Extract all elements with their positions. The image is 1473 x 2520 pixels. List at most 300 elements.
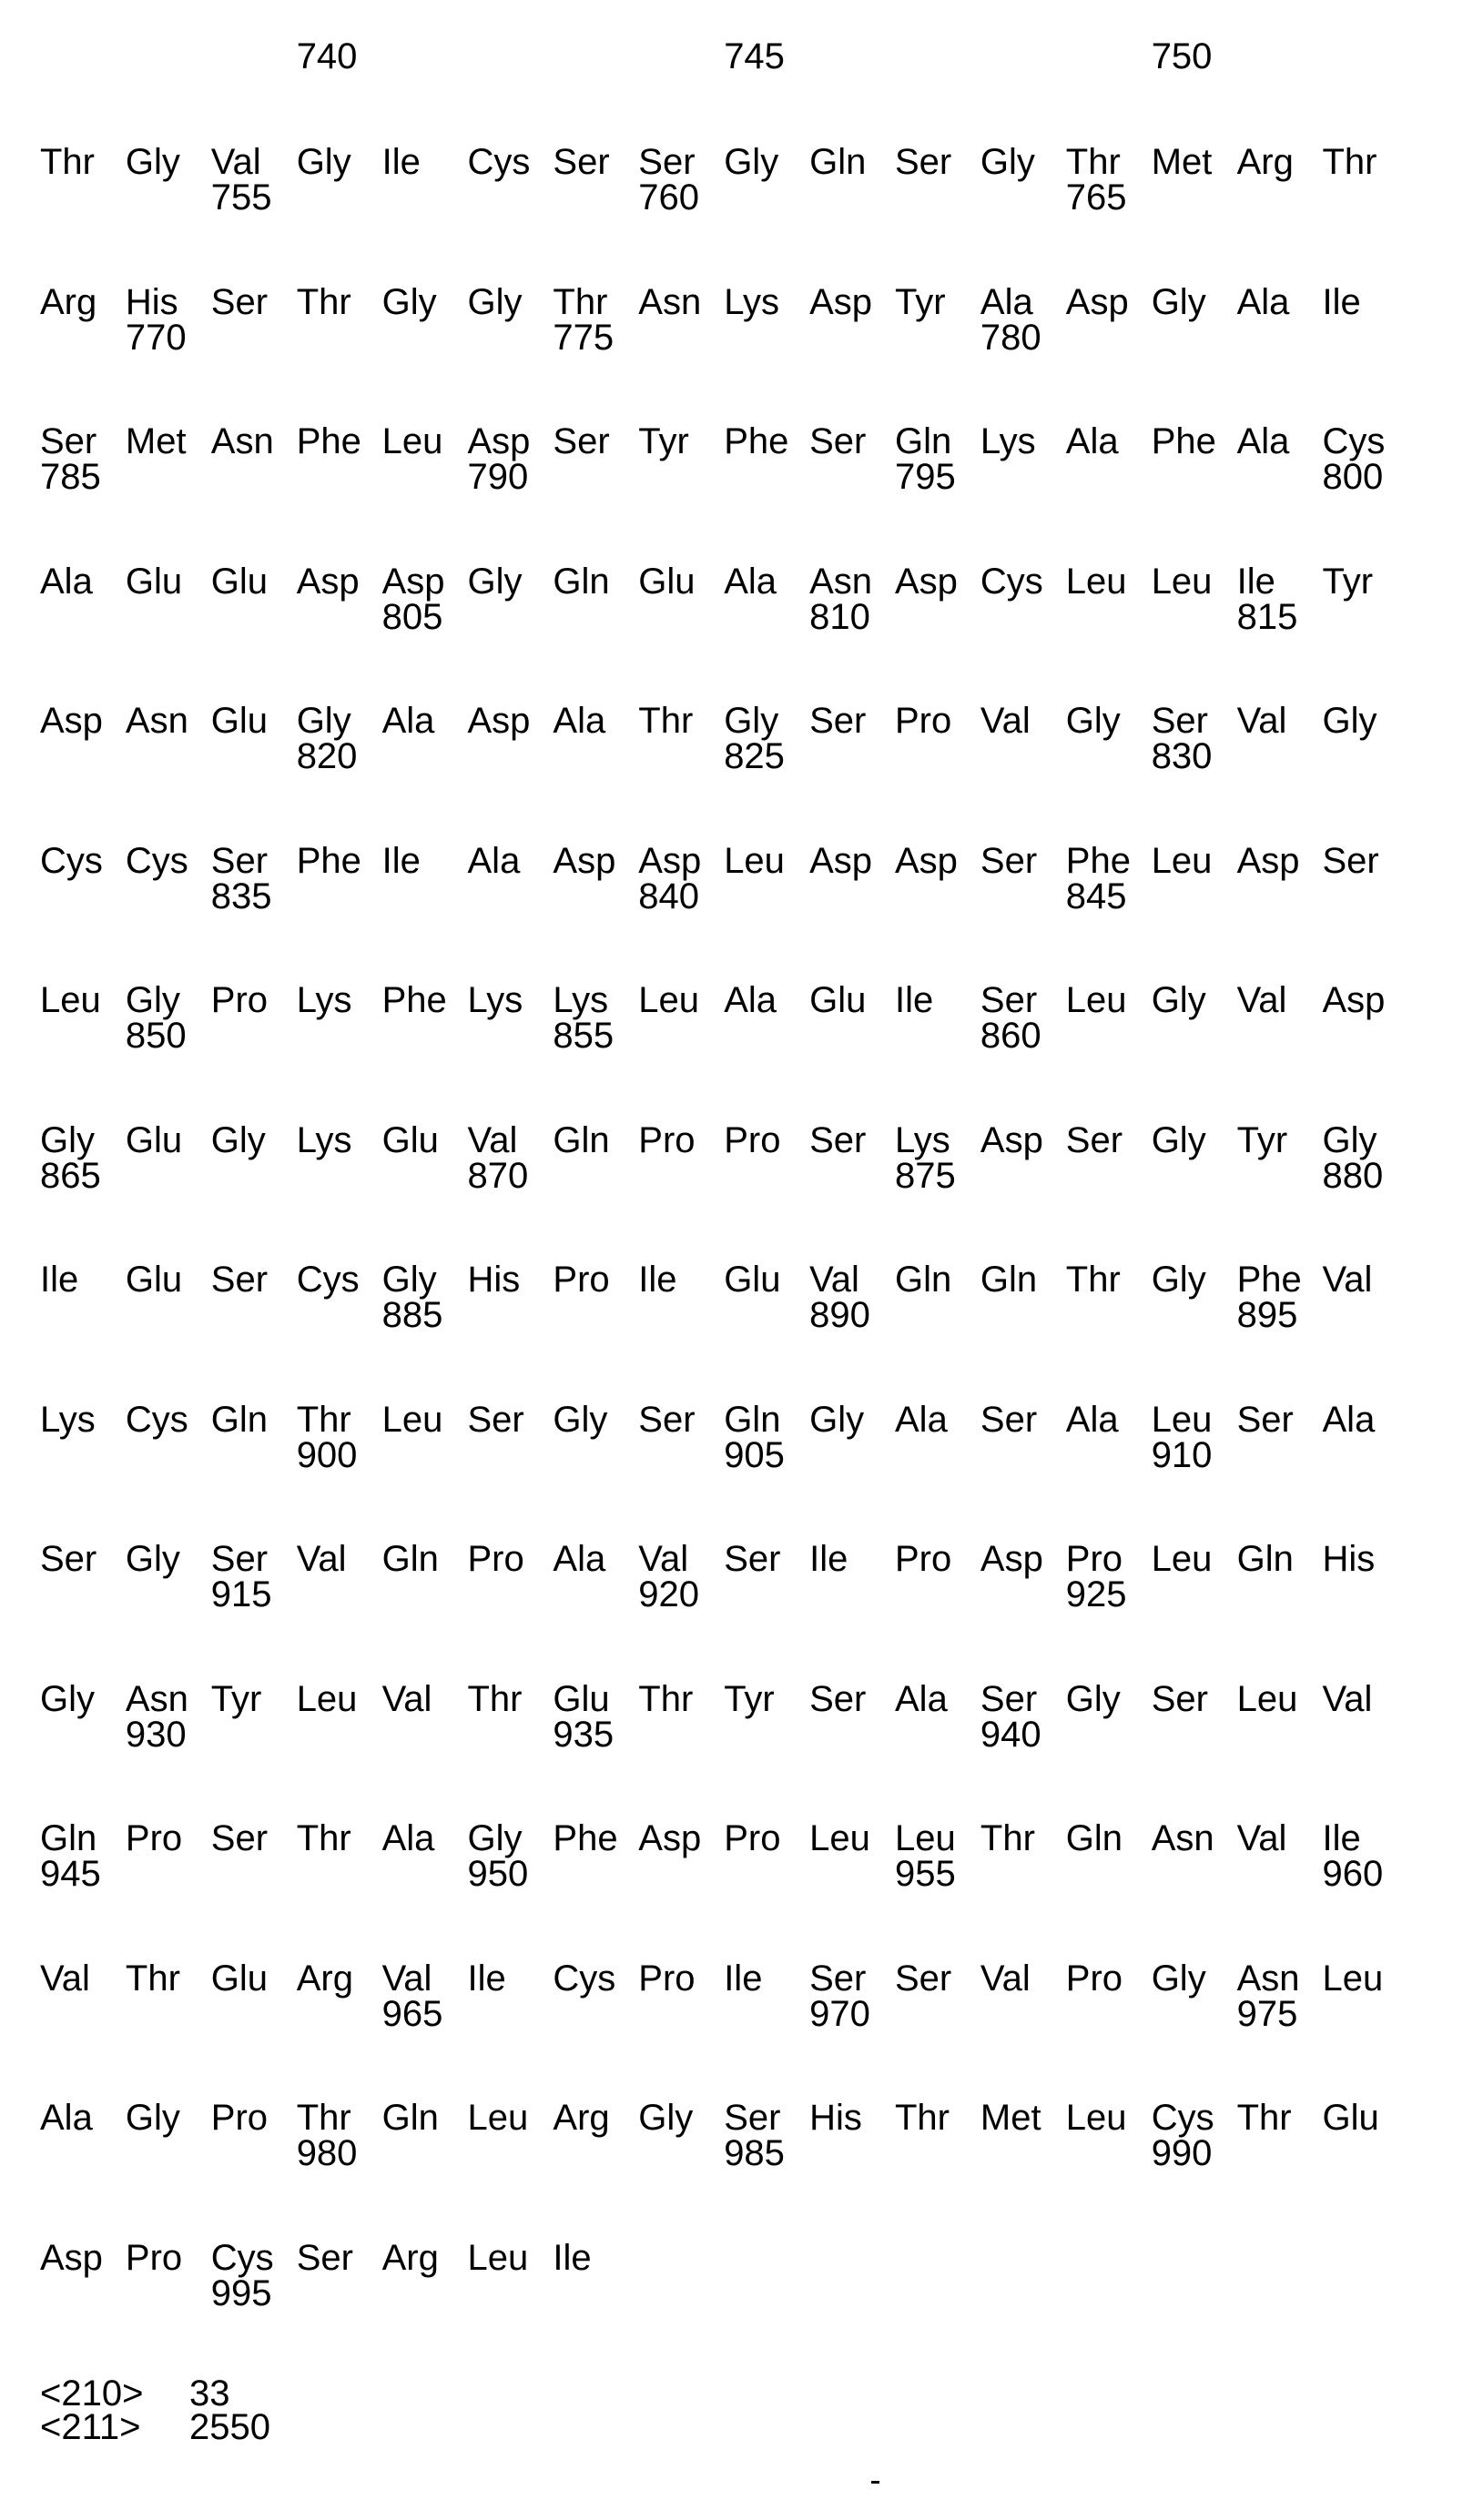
residue: Ser	[210, 1260, 269, 1300]
residue: Pro	[638, 1958, 696, 1999]
residue: Gln	[381, 2098, 439, 2138]
residue: Thr	[1236, 2098, 1292, 2138]
residue: Ala	[724, 561, 777, 602]
residue: Ser	[809, 1678, 867, 1719]
residue: Gln	[553, 561, 610, 602]
residue: Glu	[553, 1678, 610, 1719]
residue: Arg	[1236, 142, 1294, 182]
residue: Gln	[895, 421, 952, 461]
residue: Gly	[40, 1119, 95, 1160]
residue: Asp	[467, 421, 531, 461]
residue: Gly	[467, 561, 523, 602]
residue: Gly	[809, 1399, 865, 1440]
position-number: 850	[125, 1016, 187, 1056]
position-number: 975	[1236, 1993, 1298, 2034]
position-number: 980	[296, 2133, 358, 2173]
residue: Ser	[40, 421, 97, 461]
residue: Lys	[553, 980, 609, 1020]
position-number: 970	[809, 1993, 870, 2034]
seq-id-value: 33	[189, 2373, 230, 2414]
position-number-line	[0, 875, 1473, 920]
residue: Leu	[381, 421, 443, 461]
residue: Leu	[809, 1818, 870, 1858]
residue: Val	[1236, 1818, 1287, 1858]
residue: Asp	[980, 1119, 1043, 1160]
residue: Thr	[296, 1399, 351, 1440]
residue: Ile	[895, 980, 934, 1020]
residue: Thr	[296, 1818, 351, 1858]
seq-length-value: 2550	[189, 2407, 270, 2447]
residue: Phe	[1151, 421, 1216, 461]
residue: Pro	[553, 1260, 610, 1300]
residue: Lys	[296, 980, 352, 1020]
residue: Gly	[467, 1818, 523, 1858]
residue: Val	[638, 1539, 689, 1579]
residue: Ile	[1236, 561, 1275, 602]
residue: Cys	[296, 1260, 360, 1300]
residue: Leu	[1151, 1539, 1213, 1579]
residue: Ser	[980, 980, 1038, 1020]
residue: His	[809, 2098, 862, 2138]
residue: Thr	[40, 142, 95, 182]
residue: Gln	[809, 142, 867, 182]
position-number-line	[0, 596, 1473, 641]
residue: Ser	[210, 1818, 269, 1858]
residue: Ala	[40, 561, 93, 602]
residue: Ser	[980, 1678, 1038, 1719]
position-number-line	[0, 1856, 1473, 1898]
residue: Glu	[210, 701, 269, 741]
residue: Cys	[553, 1958, 616, 1999]
residue: Ser	[638, 1399, 696, 1440]
residue: Thr	[895, 2098, 950, 2138]
position-number: 945	[40, 1854, 101, 1894]
position-number-line	[0, 738, 1473, 780]
residue: Ser	[980, 840, 1038, 881]
residue: Phe	[1065, 840, 1131, 881]
position-number-line	[0, 1297, 1473, 1339]
position-number: 760	[638, 177, 700, 218]
residue: Gly	[980, 142, 1035, 182]
position-number: 745	[724, 36, 785, 76]
residue: Cys	[210, 2237, 274, 2278]
position-number-line	[0, 1993, 1473, 2038]
position-number: 960	[1322, 1854, 1384, 1894]
residue: Ala	[980, 281, 1033, 322]
residue: Asp	[1322, 980, 1386, 1020]
residue: Phe	[381, 980, 447, 1020]
residue: Tyr	[724, 1678, 775, 1719]
position-number: 755	[210, 177, 272, 218]
residue: Thr	[296, 281, 351, 322]
residue: Gln	[210, 1399, 269, 1440]
residue: Val	[381, 1678, 432, 1719]
residue: Gly	[638, 2098, 694, 2138]
residue: Gln	[895, 1260, 952, 1300]
position-number: 935	[553, 1714, 615, 1755]
residue: Thr	[1065, 1260, 1121, 1300]
residue: Val	[381, 1958, 432, 1999]
residue: Ile	[1322, 1818, 1361, 1858]
residue: Ser	[638, 142, 696, 182]
residue: Ser	[809, 1958, 867, 1999]
residue: Asp	[809, 840, 873, 881]
position-number: 825	[724, 736, 785, 776]
residue: Leu	[1322, 1958, 1384, 1999]
residue: Ser	[553, 142, 610, 182]
residue: Pro	[895, 1539, 952, 1579]
position-number: 795	[895, 457, 956, 497]
position-number-line	[0, 2135, 1473, 2177]
residue: Glu	[381, 1119, 439, 1160]
residue: Leu	[895, 1818, 956, 1858]
residue: Pro	[895, 701, 952, 741]
position-number: 880	[1322, 1155, 1384, 1196]
position-number: 800	[1322, 457, 1384, 497]
residue: Ala	[1322, 1399, 1376, 1440]
residue: Ile	[381, 142, 421, 182]
residue: Gly	[40, 1678, 95, 1719]
residue: Ser	[553, 421, 610, 461]
residue: Asp	[895, 561, 958, 602]
residue: Pro	[210, 2098, 269, 2138]
residue: Gly	[1151, 980, 1206, 1020]
residue: Gly	[125, 2098, 180, 2138]
residue: Asp	[895, 840, 958, 881]
residue: Glu	[125, 561, 183, 602]
residue: Lys	[40, 1399, 96, 1440]
position-number-line	[0, 179, 1473, 221]
residue: Ile	[638, 1260, 677, 1300]
position-number: 815	[1236, 596, 1298, 637]
residue: Lys	[895, 1119, 950, 1160]
residue: Thr	[296, 2098, 351, 2138]
residue: Asp	[40, 2237, 103, 2278]
residue: Val	[1236, 701, 1287, 741]
residue: Cys	[1151, 2098, 1214, 2138]
residue: Leu	[1151, 1399, 1213, 1440]
residue: Tyr	[1322, 561, 1374, 602]
residue: Pro	[724, 1818, 781, 1858]
residue: Lys	[980, 421, 1036, 461]
position-number-line	[0, 1017, 1473, 1059]
position-number: 925	[1065, 1574, 1127, 1614]
residue: Asp	[809, 281, 873, 322]
residue: Phe	[724, 421, 789, 461]
residue: Gln	[553, 1119, 610, 1160]
residue: Lys	[296, 1119, 352, 1160]
position-number-line	[0, 1716, 1473, 1758]
residue: Met	[1151, 142, 1213, 182]
residue: Gly	[210, 1119, 266, 1160]
residue: Leu	[381, 1399, 443, 1440]
residue: Ala	[467, 840, 521, 881]
position-number: 905	[724, 1434, 785, 1475]
residue: Asp	[40, 701, 103, 741]
residue: Ser	[1322, 840, 1379, 881]
residue: Cys	[1322, 421, 1386, 461]
position-number: 775	[553, 317, 615, 358]
residue: Leu	[296, 1678, 358, 1719]
residue: Ser	[210, 1539, 269, 1579]
residue: Asp	[381, 561, 445, 602]
residue: Gln	[724, 1399, 781, 1440]
position-number: 895	[1236, 1295, 1298, 1335]
residue: Ala	[1236, 281, 1290, 322]
residue: Pro	[1065, 1958, 1123, 1999]
residue: Thr	[125, 1958, 180, 1999]
position-number: 750	[1151, 36, 1213, 76]
residue: Thr	[553, 281, 608, 322]
residue: Tyr	[1236, 1119, 1288, 1160]
residue: Val	[296, 1539, 347, 1579]
residue: Ile	[553, 2237, 592, 2278]
residue: Cys	[980, 561, 1043, 602]
position-number: 860	[980, 1016, 1041, 1056]
residue: Leu	[1065, 561, 1127, 602]
residue: Pro	[724, 1119, 781, 1160]
residue: Met	[125, 421, 187, 461]
position-number-line	[0, 2272, 1473, 2317]
residue: Asn	[125, 1678, 188, 1719]
position-number-line	[0, 459, 1473, 501]
position-number: 785	[40, 457, 101, 497]
residue: Gln	[40, 1818, 97, 1858]
residue: Ser	[1065, 1119, 1123, 1160]
scan-artifact-dash	[871, 2481, 879, 2484]
residue: Thr	[1065, 142, 1121, 182]
residue: Lys	[467, 980, 523, 1020]
residue: Phe	[1236, 1260, 1302, 1300]
position-number: 790	[467, 457, 529, 497]
residue: Asp	[1065, 281, 1129, 322]
residue: Gly	[1151, 1119, 1206, 1160]
residue: Asp	[467, 701, 531, 741]
residue: Glu	[1322, 2098, 1379, 2138]
residue: Val	[980, 701, 1031, 741]
residue: Ser	[809, 421, 867, 461]
residue: Leu	[724, 840, 785, 881]
residue: Gly	[1151, 1260, 1206, 1300]
residue: Leu	[40, 980, 101, 1020]
residue: Ser	[1151, 701, 1208, 741]
residue: Asp	[638, 1818, 702, 1858]
residue: Ile	[381, 840, 421, 881]
residue: Gly	[1322, 701, 1377, 741]
residue: Asn	[809, 561, 873, 602]
position-number: 955	[895, 1854, 956, 1894]
position-number: 870	[467, 1155, 529, 1196]
residue: Tyr	[638, 421, 689, 461]
residue: Leu	[1151, 561, 1213, 602]
residue: Tyr	[210, 1678, 262, 1719]
footer-line-211	[0, 2409, 1473, 2451]
position-number: 840	[638, 875, 700, 916]
position-number: 910	[1151, 1434, 1213, 1475]
residue: Tyr	[895, 281, 946, 322]
residue: Cys	[40, 840, 103, 881]
position-number: 990	[1151, 2133, 1213, 2173]
residue: Gly	[1065, 701, 1121, 741]
residue: His	[1322, 1539, 1376, 1579]
residue: Ile	[724, 1958, 763, 1999]
residue: Thr	[467, 1678, 523, 1719]
residue: Gly	[125, 980, 180, 1020]
residue: Ala	[724, 980, 777, 1020]
residue: Ser	[724, 1539, 781, 1579]
residue: Pro	[467, 1539, 524, 1579]
position-number: 965	[381, 1993, 443, 2034]
position-number: 830	[1151, 736, 1213, 776]
residue: Asp	[638, 840, 702, 881]
residue: Arg	[553, 2098, 610, 2138]
residue: Val	[980, 1958, 1031, 1999]
position-number: 915	[210, 1574, 272, 1614]
residue: Leu	[638, 980, 700, 1020]
position-number: 940	[980, 1714, 1041, 1755]
position-number: 865	[40, 1155, 101, 1196]
residue: Cys	[125, 840, 188, 881]
seq-id-tag: <210>	[40, 2373, 144, 2414]
position-number: 885	[381, 1295, 443, 1335]
residue: His	[125, 281, 178, 322]
residue: Ser	[809, 1119, 867, 1160]
position-number: 810	[809, 596, 870, 637]
residue: Ala	[895, 1678, 948, 1719]
residue: Ala	[1065, 421, 1119, 461]
position-number: 765	[1065, 177, 1127, 218]
residue: Phe	[296, 840, 361, 881]
residue: Gly	[724, 701, 779, 741]
residue: His	[467, 1260, 521, 1300]
residue: Val	[1322, 1678, 1373, 1719]
residue: Met	[980, 2098, 1041, 2138]
residue: Val	[467, 1119, 518, 1160]
residue: Asn	[1236, 1958, 1300, 1999]
position-number: 995	[210, 2272, 272, 2313]
position-number: 890	[809, 1295, 870, 1335]
position-number: 805	[381, 596, 443, 637]
residue: Ala	[1236, 421, 1290, 461]
residue: Gly	[381, 281, 437, 322]
position-number: 900	[296, 1434, 358, 1475]
residue: Ala	[40, 2098, 93, 2138]
ruler-number-line	[0, 38, 1473, 80]
residue: Gly	[467, 281, 523, 322]
residue: Gln	[1065, 1818, 1123, 1858]
residue: Ala	[553, 701, 606, 741]
residue: Val	[1322, 1260, 1373, 1300]
position-number: 845	[1065, 875, 1127, 916]
residue: Ser	[1151, 1678, 1208, 1719]
residue: Glu	[638, 561, 696, 602]
residue: Ser	[467, 1399, 524, 1440]
position-number: 820	[296, 736, 358, 776]
residue: Gln	[381, 1539, 439, 1579]
residue: Asn	[210, 421, 274, 461]
residue: Val	[809, 1260, 859, 1300]
residue: Asn	[638, 281, 702, 322]
residue: Glu	[125, 1260, 183, 1300]
residue: Ala	[381, 701, 435, 741]
residue: Ile	[40, 1260, 79, 1300]
residue: Asp	[553, 840, 616, 881]
residue: Gly	[381, 1260, 437, 1300]
residue: Ser	[210, 840, 269, 881]
residue: Thr	[638, 701, 694, 741]
residue: Thr	[1322, 142, 1377, 182]
position-number-line	[0, 1576, 1473, 1618]
position-number: 740	[296, 36, 358, 76]
residue: Asn	[1151, 1818, 1214, 1858]
position-number: 950	[467, 1854, 529, 1894]
position-number-line	[0, 1434, 1473, 1479]
residue: Ser	[980, 1399, 1038, 1440]
residue: Pro	[125, 1818, 183, 1858]
residue: Ala	[553, 1539, 606, 1579]
residue: Lys	[724, 281, 779, 322]
residue: Gly	[296, 142, 351, 182]
residue: Thr	[638, 1678, 694, 1719]
position-number: 920	[638, 1574, 700, 1614]
position-number: 780	[980, 317, 1041, 358]
residue: Pro	[125, 2237, 183, 2278]
residue: Gly	[296, 701, 351, 741]
position-number-line	[0, 319, 1473, 361]
residue: Gly	[553, 1399, 608, 1440]
residue: Leu	[1065, 2098, 1127, 2138]
residue: Asp	[1236, 840, 1300, 881]
seq-length-tag: <211>	[40, 2407, 141, 2447]
residue: Pro	[210, 980, 269, 1020]
residue: Asp	[980, 1539, 1043, 1579]
residue: Gly	[1151, 1958, 1206, 1999]
residue: Val	[210, 142, 261, 182]
residue: Gly	[724, 142, 779, 182]
residue: Ala	[381, 1818, 435, 1858]
residue: Ile	[1322, 281, 1361, 322]
residue: Phe	[296, 421, 361, 461]
residue: Glu	[809, 980, 867, 1020]
residue: Arg	[40, 281, 97, 322]
residue: Leu	[467, 2098, 529, 2138]
residue: Ser	[724, 2098, 781, 2138]
residue: Ser	[210, 281, 269, 322]
residue: Thr	[980, 1818, 1035, 1858]
residue: Gly	[1065, 1678, 1121, 1719]
residue: Pro	[1065, 1539, 1123, 1579]
residue: Ala	[895, 1399, 948, 1440]
residue: Glu	[210, 561, 269, 602]
residue: Gly	[125, 142, 180, 182]
residue: Ser	[40, 1539, 97, 1579]
residue: Pro	[638, 1119, 696, 1160]
residue: Ser	[895, 142, 952, 182]
residue: Cys	[125, 1399, 188, 1440]
residue: Cys	[467, 142, 531, 182]
residue: Glu	[125, 1119, 183, 1160]
residue: Ile	[467, 1958, 506, 1999]
residue: Ser	[809, 701, 867, 741]
residue: Ser	[895, 1958, 952, 1999]
residue: Val	[1236, 980, 1287, 1020]
residue: Gln	[1236, 1539, 1294, 1579]
residue: Asn	[125, 701, 188, 741]
position-number: 770	[125, 317, 187, 358]
residue: Glu	[724, 1260, 781, 1300]
residue: Leu	[1236, 1678, 1298, 1719]
residue: Leu	[1151, 840, 1213, 881]
